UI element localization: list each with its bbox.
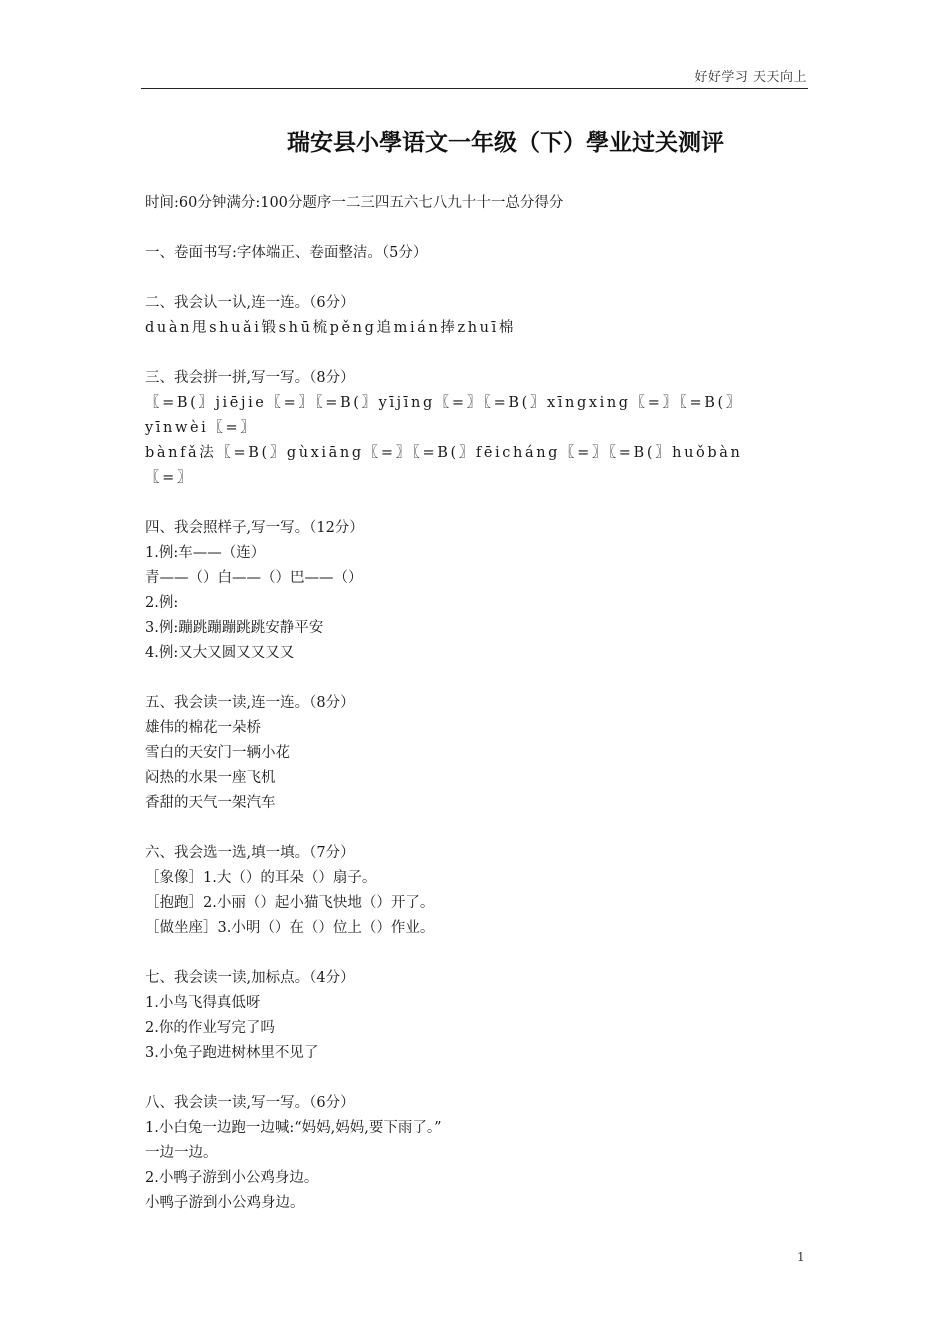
section-8-line: 小鸭子游到小公鸡身边。 [145, 1195, 305, 1211]
section-1-heading: 一、卷面书写:字体端正、卷面整洁。（5分） [145, 245, 428, 261]
spacer [145, 266, 809, 291]
section-8-line: 一边一边。 [145, 1145, 218, 1161]
section-2-heading: 二、我会认一认,连一连。（6分） [145, 295, 355, 311]
section-4-heading: 四、我会照样子,写一写。（12分） [145, 520, 364, 536]
section-8-heading: 八、我会读一读,写一写。（6分） [145, 1095, 355, 1111]
section-5-line: 雄伟的棉花一朵桥 [145, 720, 261, 736]
exam-info: 时间:60分钟满分:100分题序一二三四五六七八九十十一总分得分 [145, 195, 564, 211]
section-3-line: bànfǎ法〖=B(〗gùxiāng〖=〗〖=B(〗fēicháng〖=〗〖=B(〗huǒbàn [145, 445, 743, 461]
section-3-line: yīnwèi〖=〗 [145, 420, 258, 436]
section-7-heading: 七、我会读一读,加标点。（4分） [145, 970, 355, 986]
spacer [145, 666, 809, 691]
document-body [145, 191, 809, 1216]
section-5-line: 闷热的水果一座飞机 [145, 770, 276, 786]
spacer [145, 491, 809, 516]
section-5-line: 雪白的天安门一辆小花 [145, 745, 290, 761]
page-header-text: 好好学习 天天向上 [694, 70, 807, 85]
section-7-line: 2.你的作业写完了吗 [145, 1020, 275, 1036]
document-title: 瑞安县小學语文一年级（下）學业过关测评 [287, 129, 724, 156]
section-3-heading: 三、我会拼一拼,写一写。（8分） [145, 370, 355, 386]
section-3-line: 〖=B(〗jiējie〖=〗〖=B(〗yījīng〖=〗〖=B(〗xīngxing〖=〗〖=B(〗 [145, 395, 743, 411]
header-divider [141, 88, 808, 89]
section-4-line: 1.例:车——（连） [145, 545, 266, 561]
spacer [145, 216, 809, 241]
section-4-line: 青——（）白——（）巴——（） [145, 570, 363, 586]
spacer [145, 1066, 809, 1091]
section-6-line: ［做坐座］3.小明（）在（）位上（）作业。 [145, 920, 435, 936]
section-6-heading: 六、我会选一选,填一填。（7分） [145, 845, 355, 861]
section-4-line: 4.例:又大又圆又又又又 [145, 645, 295, 661]
spacer [145, 941, 809, 966]
section-7-line: 3.小兔子跑进树林里不见了 [145, 1045, 319, 1061]
section-6-line: ［象像］1.大（）的耳朵（）扇子。 [145, 870, 377, 886]
spacer [145, 341, 809, 366]
spacer [145, 816, 809, 841]
section-2-line: duàn甩shuǎi锻shū梳pěng追mián捧zhuī棉 [145, 320, 516, 336]
section-4-line: 2.例: [145, 595, 179, 611]
section-4-line: 3.例:蹦跳蹦蹦跳跳安静平安 [145, 620, 324, 636]
section-6-line: ［抱跑］2.小丽（）起小猫飞快地（）开了。 [145, 895, 435, 911]
section-5-line: 香甜的天气一架汽车 [145, 795, 276, 811]
section-5-heading: 五、我会读一读,连一连。（8分） [145, 695, 355, 711]
page-number: 1 [797, 1250, 805, 1264]
section-8-line: 2.小鸭子游到小公鸡身边。 [145, 1170, 319, 1186]
section-7-line: 1.小鸟飞得真低呀 [145, 995, 261, 1011]
section-8-line: 1.小白兔一边跑一边喊:“妈妈,妈妈,要下雨了。” [145, 1120, 442, 1136]
section-3-line: 〖=〗 [145, 470, 194, 486]
